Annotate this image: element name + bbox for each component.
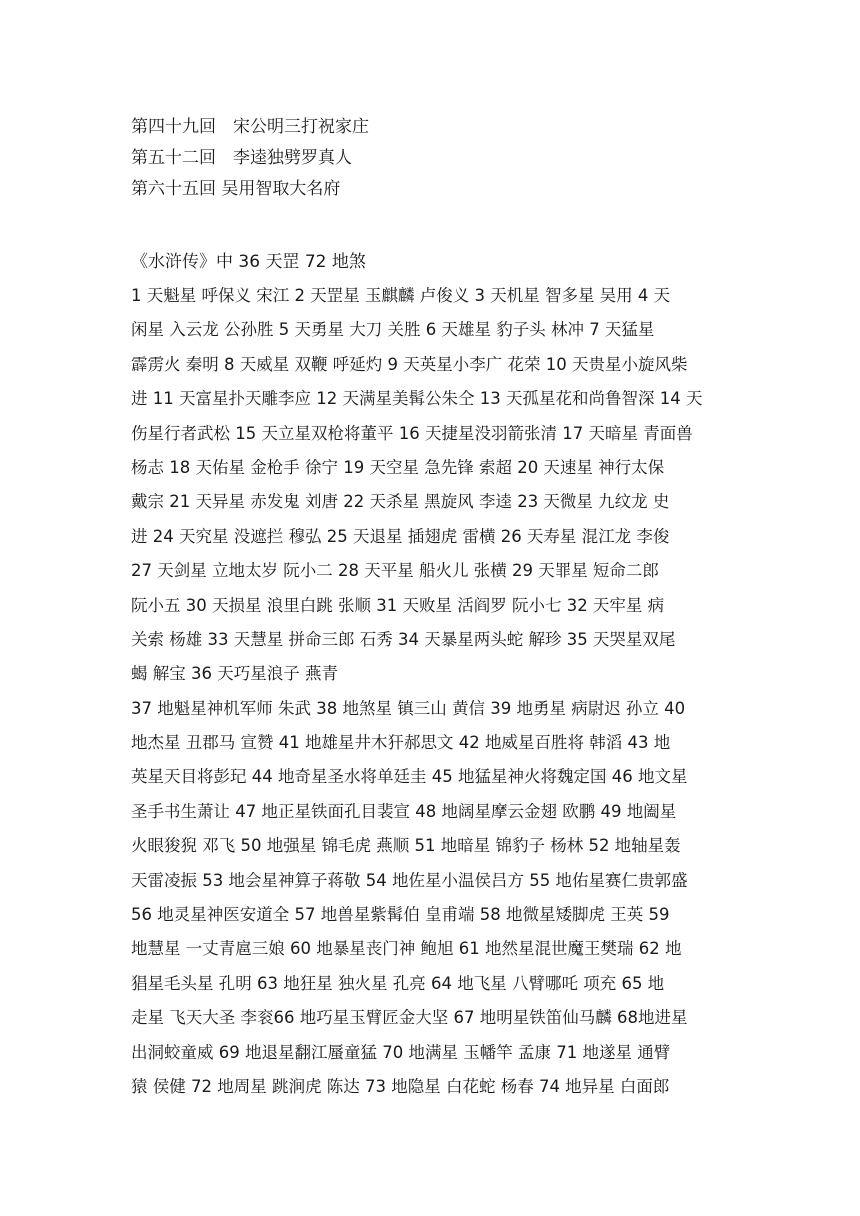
text-line: 1 天魁星 呼保义 宋江 2 天罡星 玉麒麟 卢俊义 3 天机星 智多星 吴用 4 天 xyxy=(131,286,671,305)
document-page xyxy=(131,112,731,1104)
text-line: 天雷凌振 53 地会星神算子蒋敬 54 地佐星小温侯吕方 55 地佑星赛仁贵郭盛 xyxy=(131,870,688,890)
text-line: 蝎 解宝 36 天巧星浪子 燕青 xyxy=(131,664,338,684)
text-line: 霹雳火 秦明 8 天威星 双鞭 呼延灼 9 天英星小李广 花荣 10 天贵星小旋风柴 xyxy=(131,354,688,374)
section-title: 《水浒传》中 36 天罡 72 地煞 xyxy=(131,252,366,272)
text-line: 27 天剑星 立地太岁 阮小二 28 天平星 船火儿 张横 29 天罪星 短命二郎 xyxy=(131,561,659,581)
text-line: 猖星毛头星 孔明 63 地狂星 独火星 孔亮 64 地飞星 八臂哪吒 项充 65 地 xyxy=(131,973,665,993)
text-line: 戴宗 21 天异星 赤发鬼 刘唐 22 天杀星 黑旋风 李逵 23 天微星 九纹龙 史 xyxy=(131,492,670,512)
text-line: 37 地魁星神机军师 朱武 38 地煞星 镇三山 黄信 39 地勇星 病尉迟 孙立 40 xyxy=(131,698,686,718)
chapter-line: 第六十五回 吴用智取大名府 xyxy=(131,179,341,199)
text-line: 地慧星 一丈青扈三娘 60 地暴星丧门神 鲍旭 61 地然星混世魔王樊瑞 62 地 xyxy=(131,939,682,959)
text-line: 闲星 入云龙 公孙胜 5 天勇星 大刀 关胜 6 天雄星 豹子头 林冲 7 天猛星 xyxy=(131,320,655,340)
text-line: 地杰星 丑郡马 宣赞 41 地雄星井木犴郝思文 42 地威星百胜将 韩滔 43 地 xyxy=(131,733,671,753)
spacer xyxy=(131,205,731,245)
text-line: 出洞蛟童威 69 地退星翻江蜃童猛 70 地满星 玉幡竿 孟康 71 地遂星 通臂 xyxy=(131,1042,671,1062)
text-line: 英星天目将彭玘 44 地奇星圣水将单廷圭 45 地猛星神火将魏定国 46 地文星 xyxy=(131,767,688,787)
chapter-line: 第五十二回 李逵独劈罗真人 xyxy=(131,148,352,168)
text-line: 关索 杨雄 33 天慧星 拼命三郎 石秀 34 天暴星两头蛇 解珍 35 天哭星双尾 xyxy=(131,629,676,649)
text-line: 火眼狻猊 邓飞 50 地强星 锦毛虎 燕顺 51 地暗星 锦豹子 杨林 52 地轴星轰 xyxy=(131,836,681,856)
text-line: 杨志 18 天佑星 金枪手 徐宁 19 天空星 急先锋 索超 20 天速星 神行太保 xyxy=(131,457,665,477)
text-line: 圣手书生萧让 47 地正星铁面孔目裴宣 48 地阔星摩云金翅 欧鹏 49 地阖星 xyxy=(131,801,677,821)
text-line: 猿 侯健 72 地周星 跳涧虎 陈达 73 地隐星 白花蛇 杨春 74 地异星 白面郎 xyxy=(131,1076,670,1096)
text-line: 进 24 天究星 没遮拦 穆弘 25 天退星 插翅虎 雷横 26 天寿星 混江龙 李俊 xyxy=(131,526,670,546)
chapter-line: 第四十九回 宋公明三打祝家庄 xyxy=(131,117,369,137)
text-line: 阮小五 30 天损星 浪里白跳 张顺 31 天败星 活阎罗 阮小七 32 天牢星 病 xyxy=(131,595,665,615)
text-line: 进 11 天富星扑天雕李应 12 天满星美髯公朱仝 13 天孤星花和尚鲁智深 14 天 xyxy=(131,389,703,409)
chapter-list xyxy=(131,112,731,205)
text-line: 走星 飞天大圣 李衮66 地巧星玉臂匠金大坚 67 地明星铁笛仙马麟 68地进星 xyxy=(131,1008,688,1028)
text-line: 伤星行者武松 15 天立星双枪将董平 16 天捷星没羽箭张清 17 天暗星 青面兽 xyxy=(131,423,693,443)
star-list-paragraph xyxy=(131,279,731,1104)
text-line: 56 地灵星神医安道全 57 地兽星紫髯伯 皇甫端 58 地微星矮脚虎 王英 59 xyxy=(131,905,670,925)
